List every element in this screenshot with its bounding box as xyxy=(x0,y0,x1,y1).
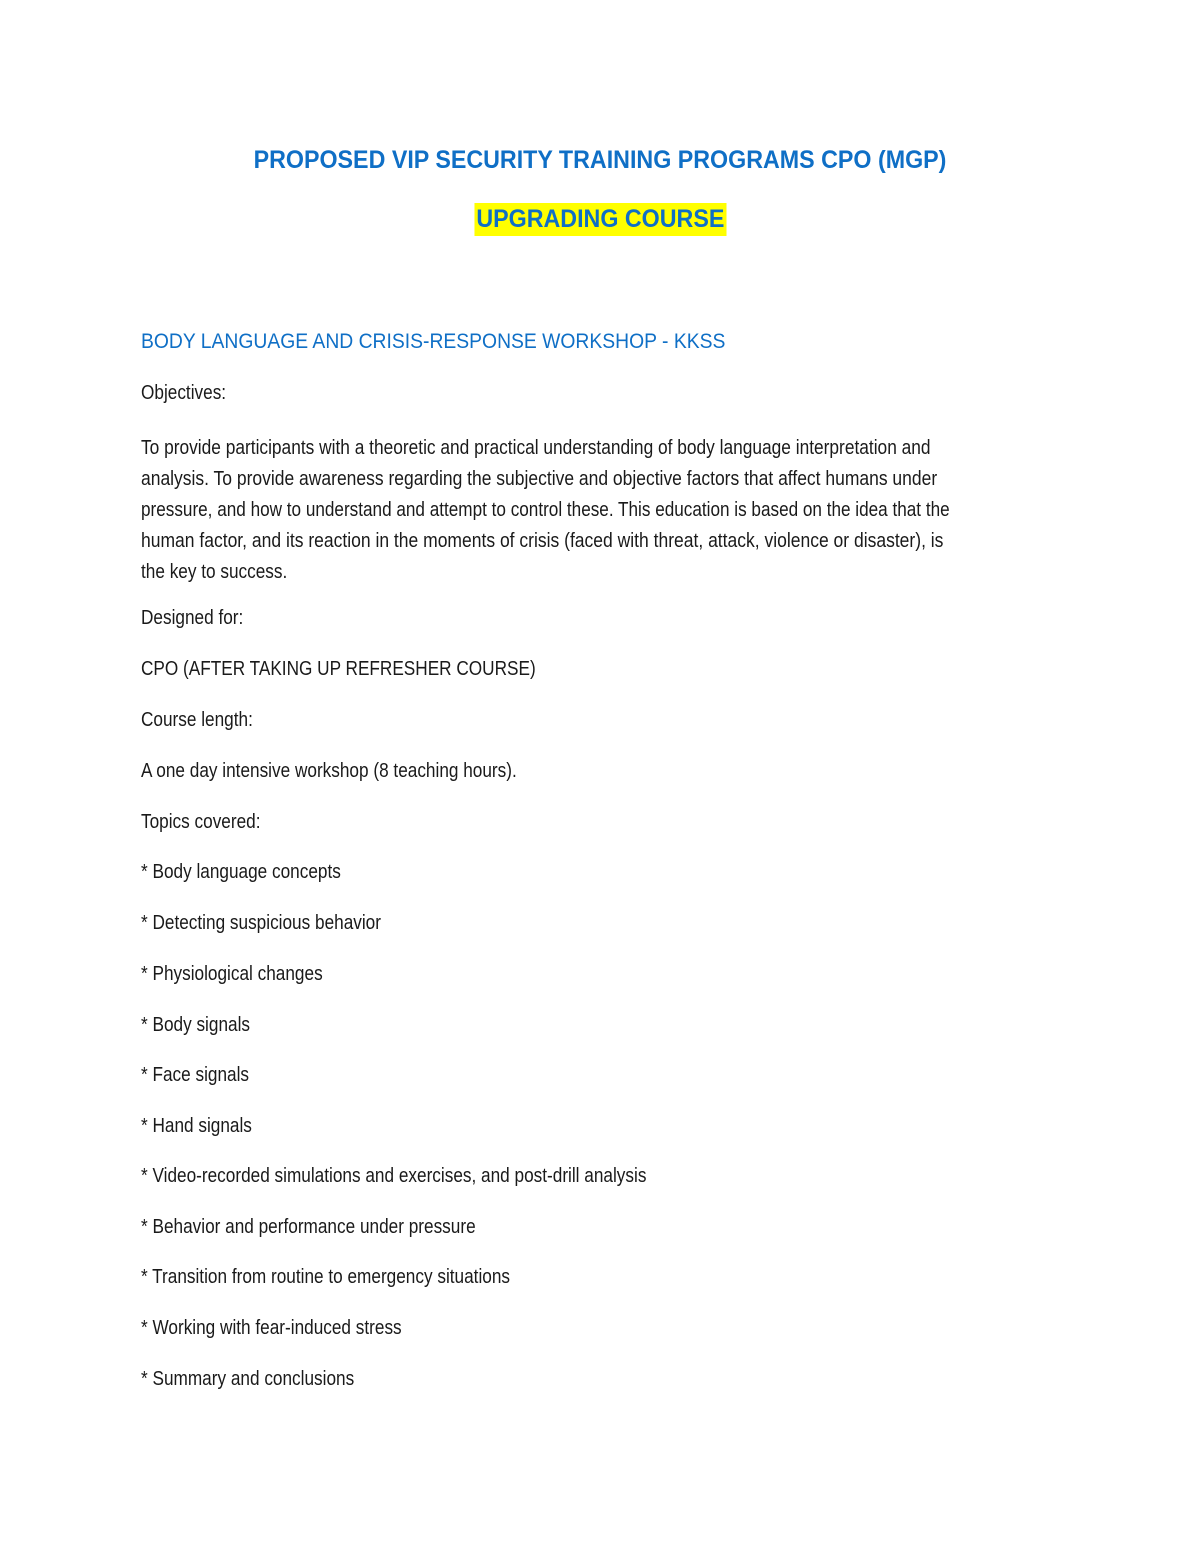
objectives-line: To provide participants with a theoretic and practical understanding of body language interpretation and xyxy=(141,437,931,459)
objectives-line: the key to success. xyxy=(141,561,288,583)
topic-item: * Face signals xyxy=(141,1064,250,1086)
objectives-line: pressure, and how to understand and attempt to control these. This education is based on the idea that the xyxy=(141,499,950,521)
subtitle-container xyxy=(0,203,1200,236)
topic-item: * Video-recorded simulations and exercises, and post-drill analysis xyxy=(141,1165,647,1187)
topic-item: * Detecting suspicious behavior xyxy=(141,912,381,934)
topic-item: * Summary and conclusions xyxy=(141,1368,355,1390)
topic-item: * Working with fear-induced stress xyxy=(141,1317,402,1339)
section-heading: BODY LANGUAGE AND CRISIS-RESPONSE WORKSHOP - KKSS xyxy=(141,330,726,353)
topic-item: * Hand signals xyxy=(141,1115,252,1137)
designed-for-label: Designed for: xyxy=(141,607,244,629)
objectives-line: analysis. To provide awareness regarding the subjective and objective factors that affect humans under xyxy=(141,468,938,490)
topics-label: Topics covered: xyxy=(141,811,261,833)
objectives-label: Objectives: xyxy=(141,382,227,404)
objectives-line: human factor, and its reaction in the moments of crisis (faced with threat, attack, violence or disaster), is xyxy=(141,530,944,552)
topic-item: * Body signals xyxy=(141,1014,251,1036)
topic-item: * Behavior and performance under pressure xyxy=(141,1216,476,1238)
designed-for-value: CPO (AFTER TAKING UP REFRESHER COURSE) xyxy=(141,658,536,680)
document-title: PROPOSED VIP SECURITY TRAINING PROGRAMS CPO (MGP) xyxy=(253,146,947,174)
topic-item: * Transition from routine to emergency situations xyxy=(141,1266,511,1288)
topic-item: * Body language concepts xyxy=(141,861,341,883)
course-length-value: A one day intensive workshop (8 teaching hours). xyxy=(141,760,517,782)
topic-item: * Physiological changes xyxy=(141,963,323,985)
objectives-paragraph xyxy=(141,433,1057,588)
course-length-label: Course length: xyxy=(141,709,253,731)
document-subtitle: UPGRADING COURSE xyxy=(474,203,726,236)
